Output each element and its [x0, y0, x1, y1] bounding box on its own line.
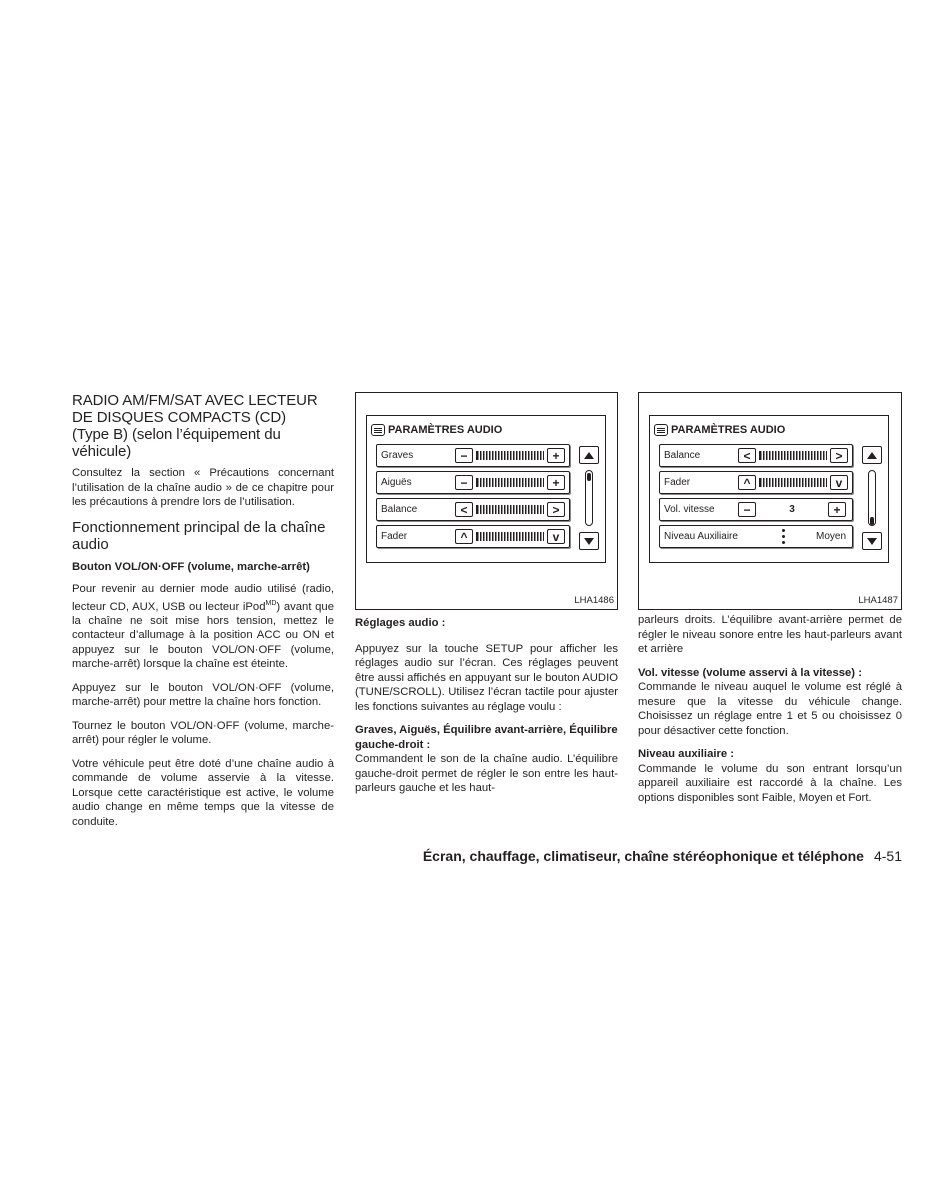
screen-title-text: PARAMÈTRES AUDIO — [388, 424, 503, 436]
plus-button[interactable]: + — [547, 448, 565, 463]
setting-row-vol-vitesse[interactable] — [659, 498, 853, 521]
audio-settings-screen — [366, 415, 606, 563]
vol-button-heading: Bouton VOL/ON·OFF (volume, marche-arrêt) — [72, 560, 310, 573]
scroll-thumb[interactable] — [587, 473, 591, 481]
scrollbar[interactable] — [579, 446, 599, 550]
graves-paragraph: Commandent le son de la chaîne audio. L’équilibre gauche-droit permet de régler le son entre les haut-parleurs gauche et les haut- — [355, 753, 618, 794]
level-bar — [476, 478, 544, 487]
figure-code: LHA1487 — [858, 595, 898, 606]
scroll-thumb[interactable] — [870, 517, 874, 525]
setting-row-balance[interactable] — [376, 498, 570, 521]
left-button[interactable]: < — [455, 502, 473, 517]
minus-button[interactable]: − — [455, 475, 473, 490]
scroll-track[interactable] — [868, 470, 876, 526]
setting-row-graves[interactable] — [376, 444, 570, 467]
plus-button[interactable]: + — [828, 502, 846, 517]
paragraph-resume — [72, 582, 334, 672]
heading-line: véhicule) — [72, 443, 132, 460]
intro-paragraph: Consultez la section « Précautions concernant l’utilisation de la chaîne audio » de ce chapitre pour les précautions à prendre lors de l’utilisation. — [72, 467, 334, 508]
level-bar — [476, 505, 544, 514]
level-bar — [476, 451, 544, 460]
down-button[interactable]: v — [547, 529, 565, 544]
setting-row-fader[interactable] — [376, 525, 570, 548]
minus-button[interactable]: − — [455, 448, 473, 463]
section-heading — [72, 392, 334, 460]
up-button[interactable]: ^ — [738, 475, 756, 490]
paragraph-off: Appuyez sur le bouton VOL/ON·OFF (volume, marche-arrêt) pour mettre la chaîne hors fonction. — [72, 681, 334, 709]
setting-row-fader[interactable] — [659, 471, 853, 494]
menu-icon — [654, 424, 668, 436]
column-middle — [355, 392, 618, 805]
left-button[interactable]: < — [738, 448, 756, 463]
figure-audio-settings-2 — [638, 392, 902, 610]
superscript: MD — [265, 599, 277, 607]
audio-settings-screen — [649, 415, 889, 563]
vol-vitesse-heading: Vol. vitesse (volume asservi à la vitesse) : — [638, 666, 862, 679]
up-button[interactable]: ^ — [455, 529, 473, 544]
screen-title — [371, 421, 502, 439]
heading-line: DE DISQUES COMPACTS (CD) — [72, 409, 287, 426]
option-dots-icon — [774, 529, 792, 544]
menu-icon — [371, 424, 385, 436]
setting-option-value: Moyen — [815, 531, 846, 542]
setting-label: Fader — [664, 477, 691, 488]
setting-value: 3 — [789, 504, 795, 515]
graves-heading: Graves, Aiguës, Équilibre avant-arrière, Équilibre gauche-droit : — [355, 724, 618, 751]
subheading: Fonctionnement principal de la chaîne audio — [72, 518, 326, 553]
setting-label: Aiguës — [381, 477, 412, 488]
vol-vitesse-paragraph: Commande le niveau auquel le volume est réglé à mesure que la vitesse du véhicule change. Choisissez un réglage entre 1 et 5 ou choisissez 0 pour désactiver cette fonction. — [638, 681, 902, 737]
paragraph-speed-volume: Votre véhicule peut être doté d’une chaîne audio à commande de volume asservie à la vitesse. Lorsque cette caractéristique est active, le volume audio change en même temps que la vitesse de conduite. — [72, 757, 334, 828]
page-number: 4-51 — [873, 848, 902, 864]
down-button[interactable]: v — [830, 475, 848, 490]
setting-label: Fader — [381, 531, 408, 542]
figure-audio-settings-1 — [355, 392, 618, 610]
setting-row-balance[interactable] — [659, 444, 853, 467]
paragraph-volume: Tournez le bouton VOL/ON·OFF (volume, marche-arrêt) pour régler le volume. — [72, 719, 334, 747]
column-left — [72, 392, 334, 838]
scrollbar[interactable] — [862, 446, 882, 550]
setting-row-niveau-auxiliaire[interactable] — [659, 525, 853, 548]
plus-button[interactable]: + — [547, 475, 565, 490]
scroll-up-icon[interactable] — [579, 446, 599, 464]
setting-label: Graves — [381, 450, 414, 461]
niveau-auxiliaire-heading: Niveau auxiliaire : — [638, 748, 735, 760]
heading-line: RADIO AM/FM/SAT AVEC LECTEUR — [72, 392, 318, 409]
minus-button[interactable]: − — [738, 502, 756, 517]
scroll-up-icon[interactable] — [862, 446, 882, 464]
column-right — [638, 392, 902, 814]
paragraph-text: Pour revenir au dernier mode audio utilisé (radio, lecteur CD, AUX, USB ou lecteur iPod — [72, 583, 334, 613]
level-bar — [759, 478, 827, 487]
figure-code: LHA1486 — [574, 595, 614, 606]
level-bar — [759, 451, 827, 460]
setting-label: Balance — [381, 504, 418, 515]
screen-title — [654, 421, 785, 439]
continued-paragraph: parleurs droits. L’équilibre avant-arrière permet de régler le niveau sonore entre les haut-parleurs avant et arrière — [638, 614, 902, 655]
scroll-track[interactable] — [585, 470, 593, 526]
right-button[interactable]: > — [830, 448, 848, 463]
right-button[interactable]: > — [547, 502, 565, 517]
footer-section-title: Écran, chauffage, climatiseur, chaîne stéréophonique et téléphone — [422, 848, 864, 864]
setting-label: Vol. vitesse — [664, 504, 715, 515]
paragraph-text: ) avant que la chaîne ne soit mise hors tension, mettez le contacteur d’allumage à la position ACC ou ON et appuyez sur le bouton VOL/ON·OFF (volume, marche-arrêt) lorsque la chaîne est éteinte. — [72, 600, 334, 671]
setting-label: Balance — [664, 450, 701, 461]
scroll-down-icon[interactable] — [579, 532, 599, 550]
niveau-auxiliaire-paragraph: Commande le volume du son entrant lorsqu’un appareil auxiliaire est raccordé à la chaîne. Les options disponibles sont Faible, Moyen et Fort. — [638, 762, 902, 804]
reglages-heading: Réglages audio : — [355, 617, 446, 629]
level-bar — [476, 532, 544, 541]
screen-title-text: PARAMÈTRES AUDIO — [671, 424, 786, 436]
reglages-paragraph: Appuyez sur la touche SETUP pour afficher les réglages audio sur l’écran. Ces réglages peuvent être aussi affichés en appuyant sur le bouton AUDIO (TUNE/SCROLL). Utilisez l’écran tactile pour ajuster les fonctions suivantes au réglage voulu : — [355, 642, 618, 713]
setting-row-aigues[interactable] — [376, 471, 570, 494]
scroll-down-icon[interactable] — [862, 532, 882, 550]
heading-line: (Type B) (selon l’équipement du — [72, 426, 281, 443]
page-footer — [420, 848, 902, 864]
setting-label: Niveau Auxiliaire — [664, 531, 738, 542]
